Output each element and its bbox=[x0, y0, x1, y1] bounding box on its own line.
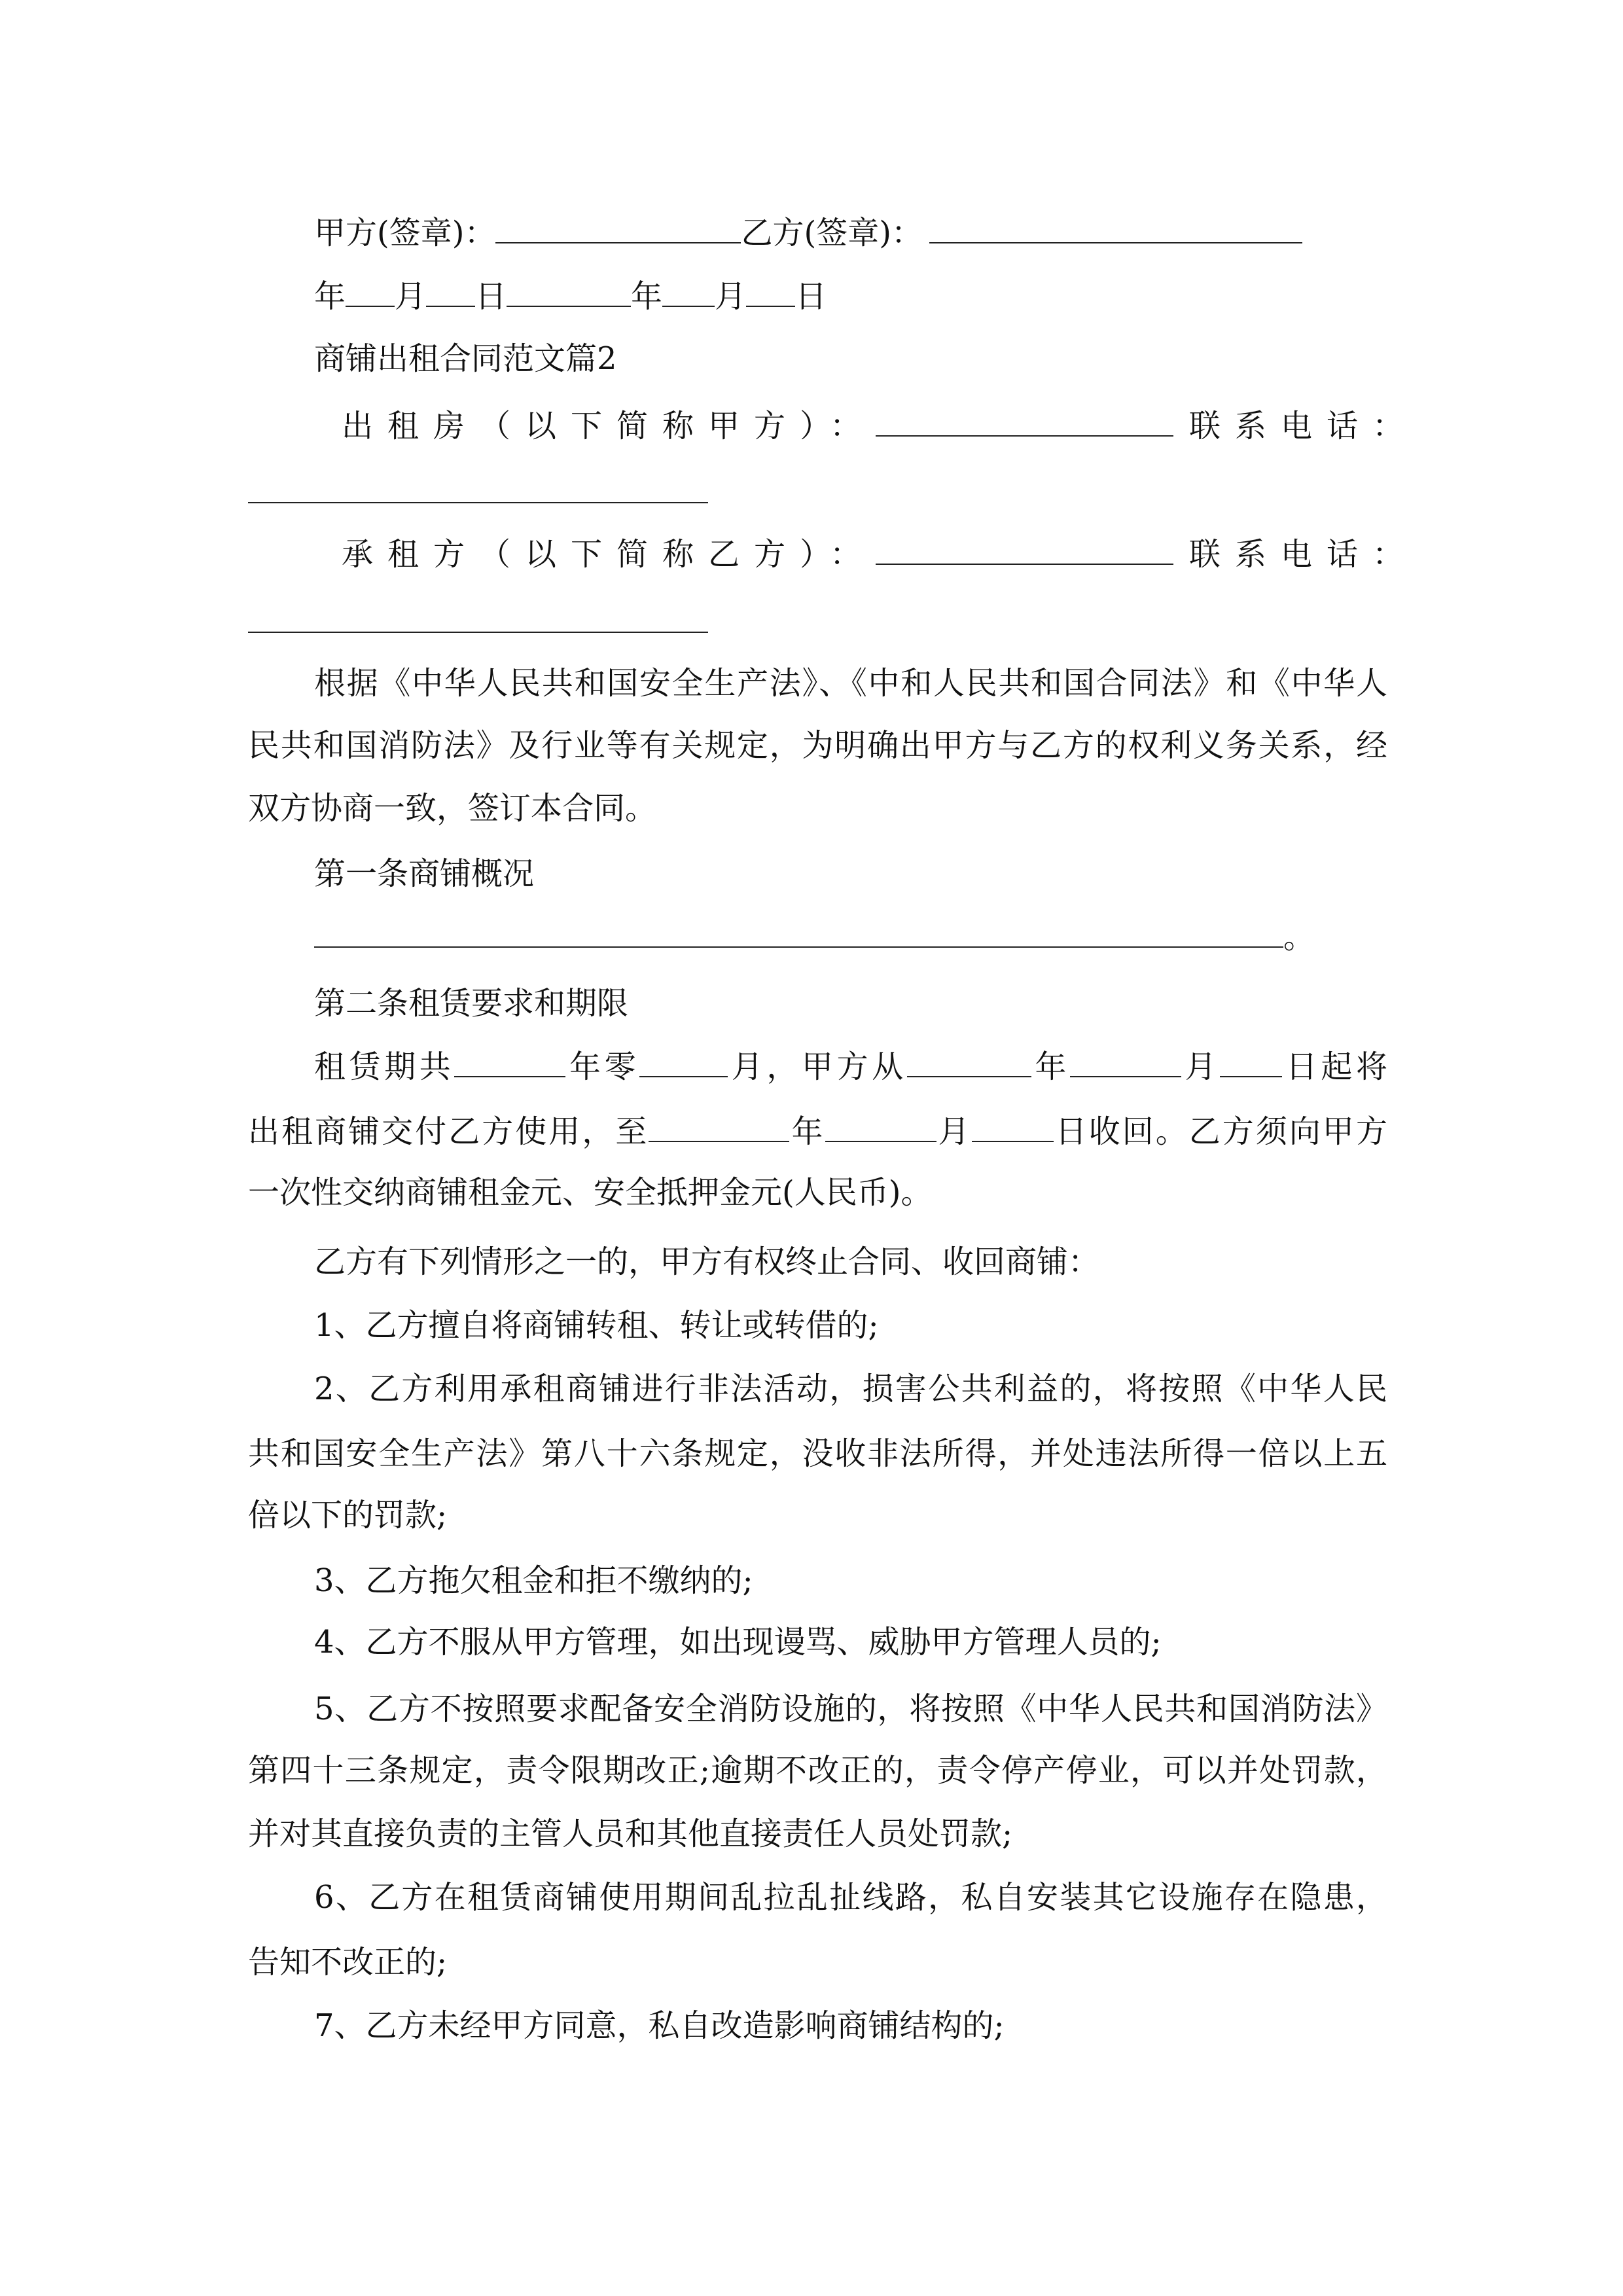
term-years-blank[interactable] bbox=[454, 1046, 565, 1077]
start-day-blank[interactable] bbox=[1220, 1046, 1282, 1077]
lessee-label: 承租方（以下简称乙方）： bbox=[342, 536, 876, 573]
lessee-name-blank[interactable] bbox=[876, 533, 1173, 565]
text: 年 bbox=[789, 1113, 825, 1150]
condition-item: 7、乙方未经甲方同意，私自改造影响商铺结构的; bbox=[314, 2007, 1005, 2044]
condition-item: 1、乙方擅自将商铺转租、转让或转借的; bbox=[314, 1307, 879, 1344]
lease-term-line bbox=[248, 1111, 1387, 1150]
party-a-signature-blank[interactable] bbox=[495, 212, 741, 243]
condition-item: 2、乙方利用承租商铺进行非法活动，损害公共利益的，将按照《中华人民 bbox=[314, 1371, 1387, 1407]
text: 月 bbox=[1181, 1049, 1221, 1085]
lessee-line bbox=[342, 533, 1418, 573]
month-label: 月 bbox=[395, 278, 427, 315]
text: 日起将 bbox=[1282, 1049, 1387, 1085]
article-2-heading: 第二条租赁要求和期限 bbox=[314, 985, 629, 1022]
end-month-blank[interactable] bbox=[825, 1111, 936, 1142]
year-blank[interactable] bbox=[346, 276, 395, 307]
document-title: 商铺出租合同范文篇2 bbox=[314, 340, 617, 377]
term-months-blank[interactable] bbox=[639, 1046, 728, 1077]
year-label: 年 bbox=[631, 278, 663, 315]
period-mark: 。 bbox=[1283, 919, 1315, 956]
condition-item: 3、乙方拖欠租金和拒不缴纳的; bbox=[314, 1562, 753, 1599]
intro-paragraph-line: 民共和国消防法》及行业等有关规定，为明确出甲方与乙方的权利义务关系，经 bbox=[248, 727, 1387, 764]
lessor-label: 出租房（以下简称甲方）： bbox=[342, 408, 876, 444]
intro-paragraph-line: 根据《中华人民共和国安全生产法》、《中和人民共和国合同法》和《中华人 bbox=[314, 665, 1387, 702]
party-b-signature-label: 乙方(签章)： bbox=[741, 215, 923, 251]
party-b-signature-blank[interactable] bbox=[929, 212, 1302, 243]
lessor-phone-label: 联系电话： bbox=[1189, 408, 1419, 444]
text: 日收回。乙方须向甲方 bbox=[1053, 1113, 1387, 1150]
lessor-name-blank[interactable] bbox=[876, 405, 1173, 437]
text: 月 bbox=[936, 1113, 972, 1150]
day-label: 日 bbox=[475, 278, 507, 315]
condition-item-cont: 并对其直接负责的主管人员和其他直接责任人员处罚款; bbox=[248, 1816, 1013, 1852]
lessee-phone-blank[interactable] bbox=[248, 632, 708, 633]
condition-item-cont: 共和国安全生产法》第八十六条规定，没收非法所得，并处违法所得一倍以上五 bbox=[248, 1435, 1387, 1472]
month-label: 月 bbox=[715, 278, 747, 315]
text: 年 bbox=[1031, 1049, 1070, 1085]
shop-description-blank[interactable] bbox=[314, 916, 1283, 948]
condition-item: 5、乙方不按照要求配备安全消防设施的，将按照《中华人民共和国消防法》 bbox=[314, 1691, 1387, 1727]
start-month-blank[interactable] bbox=[1070, 1046, 1181, 1077]
condition-item-cont: 倍以下的罚款; bbox=[248, 1497, 448, 1534]
date-line bbox=[314, 276, 827, 315]
month-blank[interactable] bbox=[746, 276, 795, 307]
lessor-phone-blank[interactable] bbox=[248, 502, 708, 503]
month-blank[interactable] bbox=[426, 276, 475, 307]
deposit-line: 一次性交纳商铺租金元、安全抵押金元(人民币)。 bbox=[248, 1174, 933, 1211]
lessor-line bbox=[342, 405, 1418, 444]
condition-item-cont: 告知不改正的; bbox=[248, 1944, 448, 1981]
end-day-blank[interactable] bbox=[972, 1111, 1054, 1142]
condition-item-cont: 第四十三条规定，责令限期改正;逾期不改正的，责令停产停业，可以并处罚款， bbox=[248, 1752, 1387, 1789]
party-a-signature-label: 甲方(签章)： bbox=[314, 215, 496, 251]
termination-conditions-intro: 乙方有下列情形之一的，甲方有权终止合同、收回商铺： bbox=[314, 1244, 1100, 1280]
condition-item: 6、乙方在租赁商铺使用期间乱拉乱扯线路，私自安装其它设施存在隐患， bbox=[314, 1879, 1387, 1916]
year-blank[interactable] bbox=[662, 276, 715, 307]
article-1-line bbox=[314, 916, 1315, 956]
start-year-blank[interactable] bbox=[907, 1046, 1031, 1077]
intro-paragraph-line: 双方协商一致，签订本合同。 bbox=[248, 790, 657, 827]
text: 出租商铺交付乙方使用，至 bbox=[248, 1113, 649, 1150]
text: 年零 bbox=[565, 1049, 640, 1085]
text: 月，甲方从 bbox=[728, 1049, 907, 1085]
lease-term-line bbox=[314, 1046, 1387, 1085]
day-label: 日 bbox=[795, 278, 827, 315]
condition-item: 4、乙方不服从甲方管理，如出现谩骂、威胁甲方管理人员的; bbox=[314, 1624, 1162, 1660]
text: 租赁期共 bbox=[314, 1049, 455, 1085]
signature-line bbox=[314, 212, 1302, 251]
article-1-heading: 第一条商铺概况 bbox=[314, 855, 535, 892]
lessee-phone-label: 联系电话： bbox=[1189, 536, 1419, 573]
end-year-blank[interactable] bbox=[649, 1111, 789, 1142]
date-gap-blank[interactable] bbox=[507, 276, 631, 307]
year-label: 年 bbox=[314, 278, 346, 315]
